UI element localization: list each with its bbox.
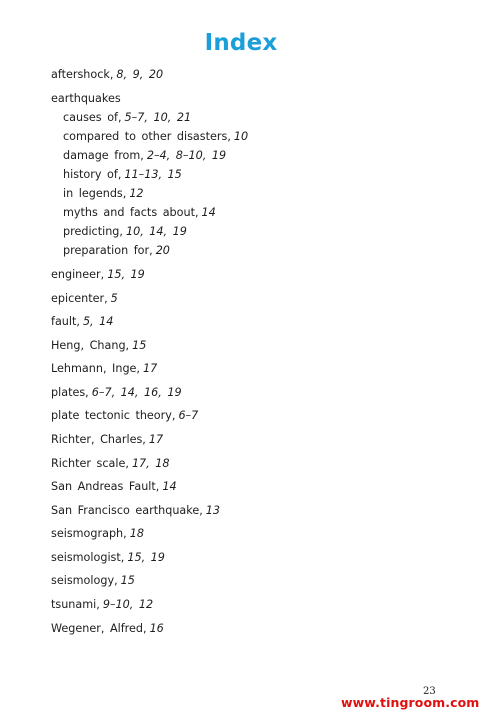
index-entry <box>51 68 163 82</box>
index-subentry <box>63 206 216 220</box>
index-pages: 2–4, 8–10, 19 <box>146 149 227 162</box>
index-term: fault, <box>51 315 80 328</box>
index-pages: 15, 19 <box>127 551 165 564</box>
index-entry <box>51 527 144 541</box>
index-pages: 12 <box>129 187 144 200</box>
index-pages: 5, 14 <box>82 315 114 328</box>
index-pages: 15 <box>132 339 147 352</box>
index-pages: 20 <box>155 244 170 257</box>
index-pages: 5 <box>110 292 118 305</box>
index-term: earthquakes <box>51 92 121 105</box>
index-term: aftershock, <box>51 68 114 81</box>
index-subentry <box>63 244 170 258</box>
index-subentry <box>63 168 182 182</box>
index-term: Lehmann, Inge, <box>51 362 140 375</box>
index-entry <box>51 292 118 306</box>
index-pages: 8, 9, 20 <box>116 68 164 81</box>
index-term: preparation for, <box>63 244 153 257</box>
index-entry <box>51 315 113 329</box>
index-pages: 15, 19 <box>107 268 145 281</box>
index-term: in legends, <box>63 187 127 200</box>
index-entry <box>51 551 165 565</box>
index-term: Richter, Charles, <box>51 433 146 446</box>
index-entry <box>51 504 220 518</box>
index-subentry <box>63 149 226 163</box>
index-term: epicenter, <box>51 292 108 305</box>
index-entry <box>51 622 164 636</box>
index-pages: 13 <box>205 504 221 517</box>
index-pages: 6–7 <box>178 409 199 422</box>
index-term: seismology, <box>51 574 118 587</box>
index-pages: 15 <box>120 574 135 587</box>
index-subentry <box>63 187 144 201</box>
index-term: causes of, <box>63 111 122 124</box>
index-entry <box>51 480 177 494</box>
index-term: Heng, Chang, <box>51 339 130 352</box>
index-pages: 10, 14, 19 <box>125 225 187 238</box>
index-entry <box>51 598 153 612</box>
index-term: San Andreas Fault, <box>51 480 160 493</box>
index-term: seismologist, <box>51 551 125 564</box>
index-entry <box>51 92 124 106</box>
index-pages: 17 <box>148 433 164 446</box>
index-term: compared to other disasters, <box>63 130 231 143</box>
index-entry <box>51 386 182 400</box>
index-subentry <box>63 130 248 144</box>
index-pages: 9–10, 12 <box>102 598 154 611</box>
index-pages: 6–7, 14, 16, 19 <box>91 386 182 399</box>
index-term: Richter scale, <box>51 457 129 470</box>
index-entry <box>51 362 157 376</box>
index-subentry <box>63 225 187 239</box>
watermark: www.tingroom.com <box>341 695 480 710</box>
index-term: plate tectonic theory, <box>51 409 176 422</box>
index-entry <box>51 268 145 282</box>
index-pages: 5–7, 10, 21 <box>124 111 192 124</box>
page-title: Index <box>204 30 278 56</box>
index-pages: 10 <box>233 130 249 143</box>
index-pages: 17, 18 <box>131 457 170 470</box>
index-entry <box>51 409 198 423</box>
index-entry <box>51 574 135 588</box>
index-pages: 18 <box>129 527 144 540</box>
index-pages: 11–13, 15 <box>124 168 182 181</box>
index-term: seismograph, <box>51 527 127 540</box>
index-term: engineer, <box>51 268 105 281</box>
index-entry <box>51 433 163 447</box>
index-term: Wegener, Alfred, <box>51 622 147 635</box>
index-pages: 16 <box>149 622 164 635</box>
index-term: plates, <box>51 386 89 399</box>
index-term: myths and facts about, <box>63 206 199 219</box>
index-entry <box>51 457 170 471</box>
index-term: predicting, <box>63 225 123 238</box>
index-pages: 14 <box>162 480 177 493</box>
index-subentry <box>63 111 191 125</box>
index-entry <box>51 339 146 353</box>
index-term: tsunami, <box>51 598 100 611</box>
page-number: 23 <box>423 686 436 697</box>
index-term: history of, <box>63 168 122 181</box>
index-pages: 14 <box>201 206 216 219</box>
index-term: San Francisco earthquake, <box>51 504 203 517</box>
index-pages: 17 <box>143 362 158 375</box>
index-term: damage from, <box>63 149 144 162</box>
